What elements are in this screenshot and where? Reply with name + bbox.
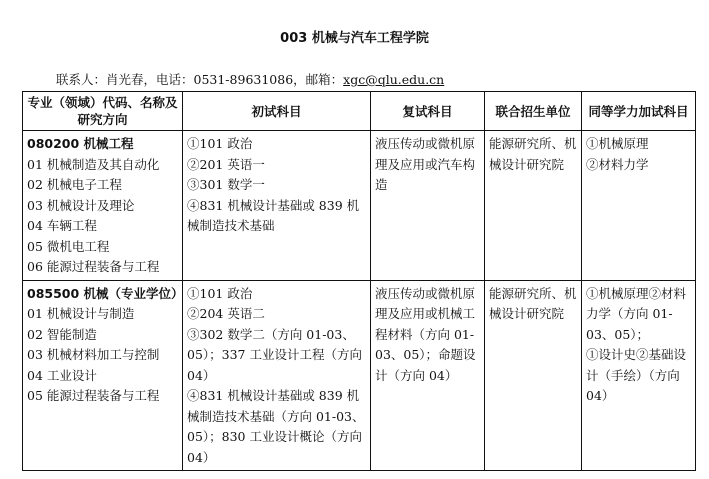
equivalent-subject: ①机械原理②材料力学（方向 01-03、05）；	[586, 285, 687, 342]
exam-subject: ④831 机械设计基础或 839 机械制造技术基础	[187, 197, 360, 233]
equivalent-subject: ②材料力学	[586, 156, 649, 172]
contact-line	[56, 70, 444, 88]
header-joint-unit: 联合招生单位	[485, 92, 582, 131]
joint-units: 能源研究所、机械设计研究院	[489, 136, 577, 172]
initial-exam-cell	[183, 280, 371, 471]
header-equivalent: 同等学力加试科目	[582, 92, 696, 131]
header-initial-exam: 初试科目	[183, 92, 371, 131]
direction-item: 05 微机电工程	[27, 238, 110, 254]
retest-cell	[371, 131, 485, 281]
contact-email[interactable]: xgc@qlu.edu.cn	[343, 72, 445, 87]
exam-subject: ①101 政治	[187, 285, 253, 301]
major-cell	[23, 131, 183, 281]
retest-subjects: 液压传动或微机原理及应用或汽车构造	[375, 136, 476, 192]
joint-unit-cell	[485, 131, 582, 281]
joint-units: 能源研究所、机械设计研究院	[489, 285, 577, 321]
major-cell	[23, 280, 183, 471]
direction-item: 03 机械材料加工与控制	[27, 347, 160, 362]
equivalent-subject: ①设计史②基础设计（手绘）（方向 04）	[586, 347, 687, 403]
direction-item: 05 能源过程装备与工程	[27, 388, 160, 403]
direction-item: 04 车辆工程	[27, 218, 97, 233]
direction-item: 06 能源过程装备与工程	[27, 259, 160, 274]
major-code-name: 080200 机械工程	[27, 136, 134, 151]
direction-item: 04 工业设计	[27, 367, 97, 383]
exam-subject: ③302 数学二（方向 01-03、05）；337 工业设计工程（方向 04）	[187, 326, 362, 383]
header-major: 专业（领域）代码、名称及研究方向	[23, 92, 183, 131]
table-row	[23, 131, 696, 281]
retest-subjects: 液压传动或微机原理及应用或机械工程材料（方向 01-03、05）；命题设计（方向 04）	[375, 285, 476, 383]
equivalent-subject: ①机械原理	[586, 136, 649, 151]
table-header-row	[23, 92, 696, 131]
direction-item: 02 机械电子工程	[27, 177, 122, 192]
header-retest: 复试科目	[371, 92, 485, 131]
exam-subject: ②204 英语二	[187, 306, 265, 321]
exam-subject: ②201 英语一	[187, 156, 265, 172]
equivalent-cell	[582, 280, 696, 471]
direction-item: 01 机械设计与制造	[27, 306, 135, 321]
exam-subject: ①101 政治	[187, 136, 253, 151]
joint-unit-cell	[485, 280, 582, 471]
exam-subject: ④831 机械设计基础或 839 机械制造技术基础（方向 01-03、05）；830 工业设计概论（方向 04）	[187, 388, 365, 465]
enrollment-table	[22, 91, 696, 471]
major-code-name: 085500 机械（专业学位）	[27, 285, 184, 301]
direction-item: 03 机械设计及理论	[27, 197, 135, 213]
equivalent-cell	[582, 131, 696, 281]
table-row	[23, 280, 696, 471]
direction-item: 01 机械制造及其自动化	[27, 156, 160, 172]
contact-text: 联系人：肖光春，电话：0531-89631086，邮箱：	[56, 72, 344, 87]
direction-item: 02 智能制造	[27, 326, 97, 342]
exam-subject: ③301 数学一	[187, 177, 265, 192]
page-title: 003 机械与汽车工程学院	[280, 31, 429, 46]
initial-exam-cell	[183, 131, 371, 281]
retest-cell	[371, 280, 485, 471]
